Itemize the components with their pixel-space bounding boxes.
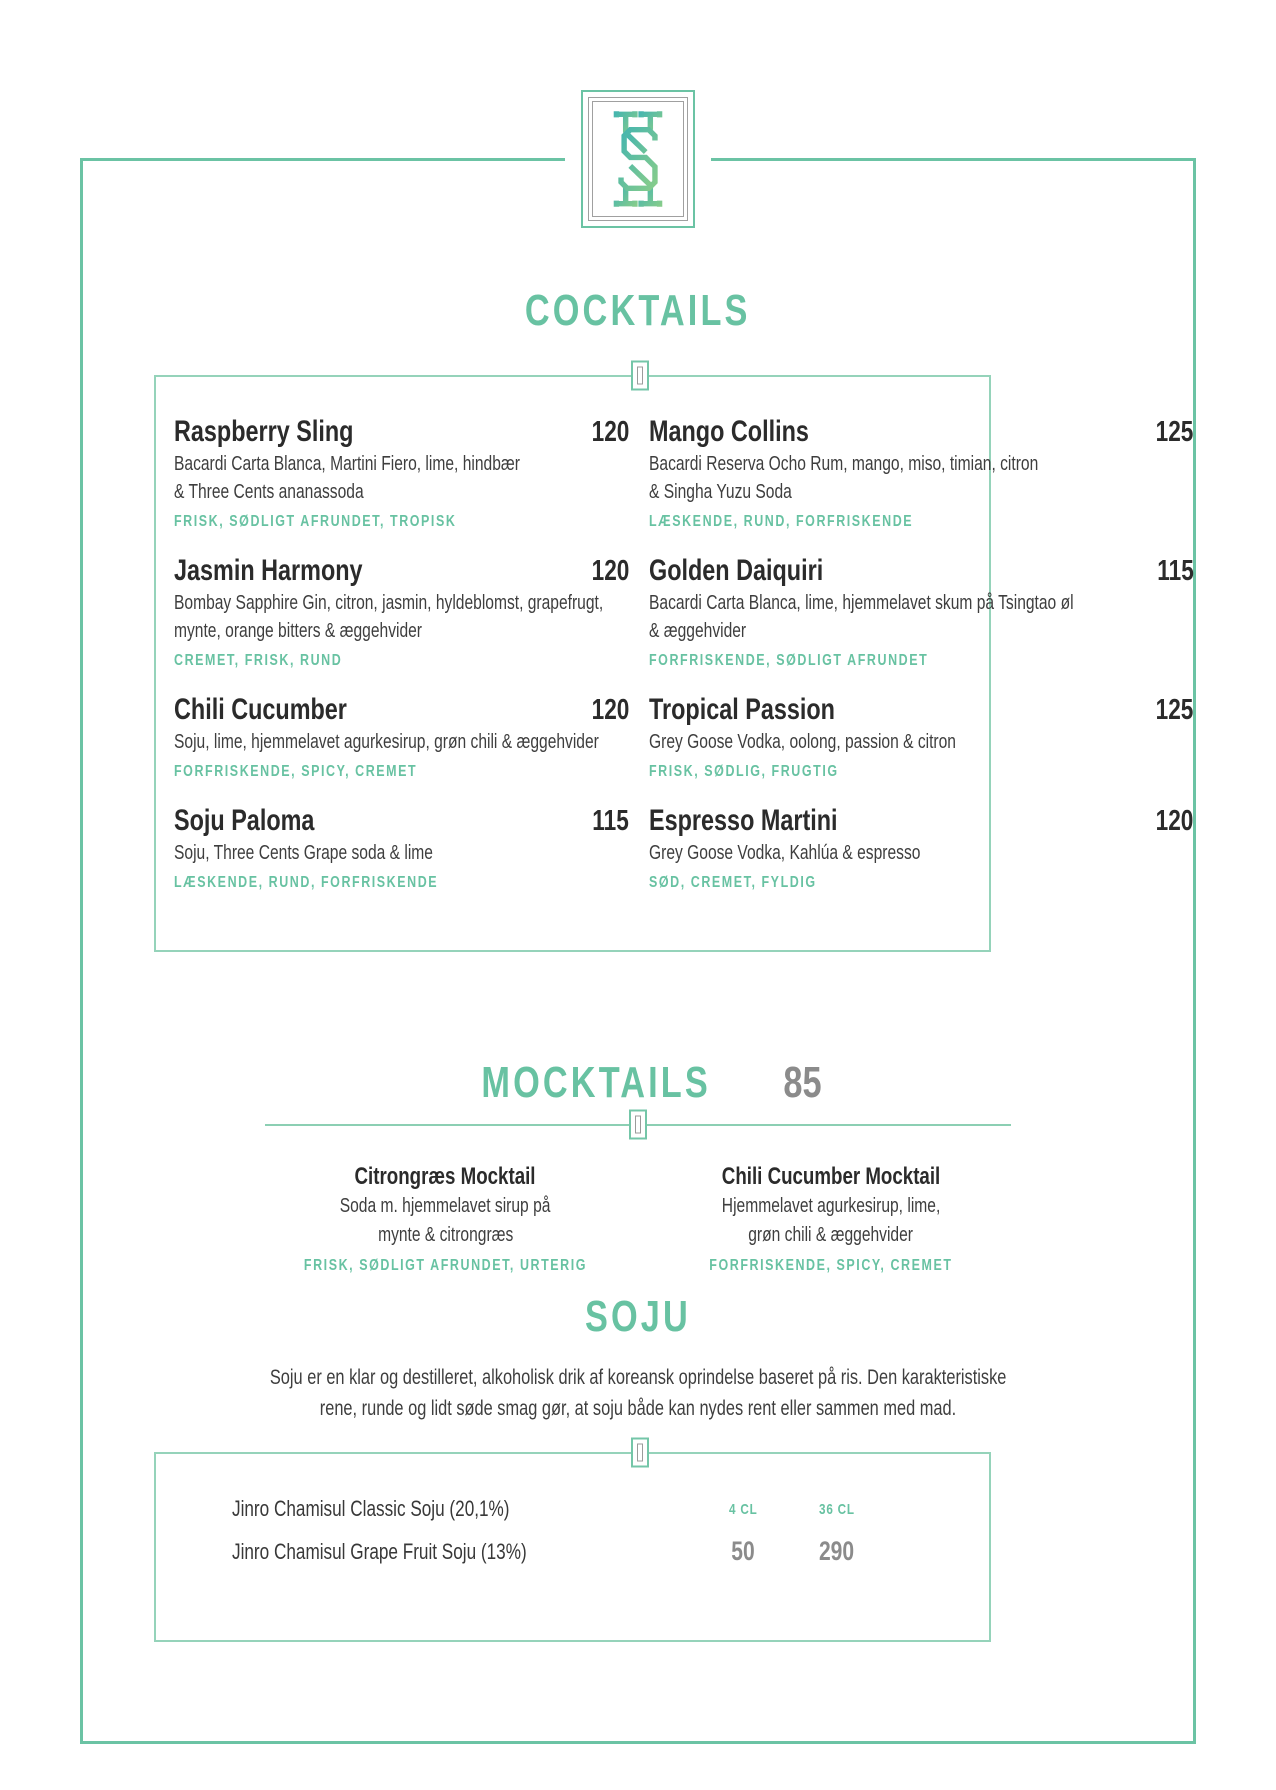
item-name: Mango Collins xyxy=(649,415,809,448)
item-tags: FORFRISKENDE, SPICY, CREMET xyxy=(709,1257,953,1274)
soju-row-name: Jinro Chamisul Classic Soju (20,1%) xyxy=(232,1496,510,1521)
soju-box xyxy=(154,1452,991,1642)
item-name: Soju Paloma xyxy=(174,804,315,837)
item-description-line: Bacardi Reserva Ocho Rum, mango, miso, timian, citron xyxy=(649,453,1039,475)
item-description-line: Grey Goose Vodka, oolong, passion & citron xyxy=(649,731,956,753)
item-description-line: & Three Cents ananassoda xyxy=(174,481,364,503)
item-description-line: Bacardi Carta Blanca, Martini Fiero, lime, hindbær xyxy=(174,453,520,475)
item-description-line: Bacardi Carta Blanca, lime, hjemmelavet skum på Tsingtao øl xyxy=(649,592,1074,614)
menu-item-soju-paloma xyxy=(174,804,629,893)
item-description-line: & æggehvider xyxy=(649,620,747,642)
item-tags: FRISK, SØDLIGT AFRUNDET, URTERIG xyxy=(303,1257,588,1274)
cocktails-grid xyxy=(156,377,1194,893)
item-description-line: Grey Goose Vodka, Kahlúa & espresso xyxy=(649,842,921,864)
cocktails-box xyxy=(154,375,1194,952)
soju-price-value: 290 xyxy=(819,1536,855,1566)
soju-section-title xyxy=(0,1294,1276,1340)
item-description-line: Soju, Three Cents Grape soda & lime xyxy=(174,842,433,864)
cocktails-section-title xyxy=(0,288,1276,334)
item-name: Jasmin Harmony xyxy=(174,554,363,587)
item-tags: FORFRISKENDE, SØDLIGT AFRUNDET xyxy=(649,652,929,669)
item-price: 125 xyxy=(1155,416,1194,448)
item-description-line: mynte & citrongræs xyxy=(377,1224,514,1246)
soju-intro-line: Soju er en klar og destilleret, alkoholisk drik af koreansk oprindelse baseret på ris. Den karakteristiske xyxy=(269,1366,1007,1389)
menu-item-jasmin-harmony xyxy=(174,554,629,671)
frame-ornament-icon xyxy=(629,1110,647,1140)
logo-inner-border xyxy=(588,97,688,221)
item-price: 120 xyxy=(1155,805,1194,837)
item-tags: FRISK, SØDLIG, FRUGTIG xyxy=(649,763,839,780)
mocktails-columns xyxy=(264,1162,1012,1275)
mocktails-divider xyxy=(265,1124,1011,1126)
mocktails-section-title xyxy=(0,1058,1276,1108)
soju-intro-line: rene, runde og lidt søde smag gør, at soju både kan nydes rent eller sammen med mad. xyxy=(319,1397,957,1420)
menu-item-chili-cucumber xyxy=(174,693,629,782)
frame-ornament-icon xyxy=(631,361,649,391)
soju-intro xyxy=(138,1362,1138,1424)
menu-item-espresso-martini xyxy=(649,804,1193,893)
menu-item-mango-collins xyxy=(649,415,1193,532)
section-title-text: COCKTAILS xyxy=(525,286,751,335)
item-tags: FORFRISKENDE, SPICY, CREMET xyxy=(174,763,418,780)
item-description-line: Soda m. hjemmelavet sirup på xyxy=(340,1195,551,1217)
item-name: Raspberry Sling xyxy=(174,415,354,448)
item-description-line: Soju, lime, hjemmelavet agurkesirup, grøn chili & æggehvider xyxy=(174,731,599,753)
logo-outer-border xyxy=(581,90,695,228)
item-tags: SØD, CREMET, FYLDIG xyxy=(649,874,817,891)
soju-price-value: 50 xyxy=(731,1536,755,1566)
item-tags: LÆSKENDE, RUND, FORFRISKENDE xyxy=(174,874,439,891)
item-name: Chili Cucumber Mocktail xyxy=(721,1163,941,1190)
item-name: Chili Cucumber xyxy=(174,693,347,726)
soju-row-name: Jinro Chamisul Grape Fruit Soju (13%) xyxy=(232,1538,527,1564)
item-name: Tropical Passion xyxy=(649,693,835,726)
section-title-text: MOCKTAILS xyxy=(481,1058,712,1107)
item-description-line: & Singha Yuzu Soda xyxy=(649,481,792,503)
soju-col-header: 36 CL xyxy=(819,1500,855,1518)
restaurant-logo xyxy=(565,86,711,232)
menu-item-raspberry-sling xyxy=(174,415,629,532)
item-price: 120 xyxy=(591,416,629,448)
menu-item-chili-cucumber-mocktail xyxy=(650,1162,1012,1275)
logo-inner-border2 xyxy=(592,101,684,217)
frame-ornament-icon xyxy=(631,1438,649,1468)
soju-table xyxy=(156,1454,989,1567)
item-tags: FRISK, SØDLIGT AFRUNDET, TROPISK xyxy=(174,513,457,530)
item-description-line: grøn chili & æggehvider xyxy=(748,1224,914,1246)
item-price: 125 xyxy=(1155,694,1194,726)
item-price: 120 xyxy=(591,555,629,587)
item-name: Espresso Martini xyxy=(649,804,838,837)
section-title-text: SOJU xyxy=(585,1292,691,1341)
ks-monogram-icon xyxy=(601,107,675,211)
menu-item-golden-daiquiri xyxy=(649,554,1193,671)
menu-item-tropical-passion xyxy=(649,693,1193,782)
item-description-line: mynte, orange bitters & æggehvider xyxy=(174,620,423,642)
item-price: 120 xyxy=(591,694,629,726)
item-tags: CREMET, FRISK, RUND xyxy=(174,652,343,669)
soju-col-header: 4 CL xyxy=(728,1500,758,1518)
item-name: Golden Daiquiri xyxy=(649,554,824,587)
mocktails-price: 85 xyxy=(783,1058,822,1107)
item-description-line: Hjemmelavet agurkesirup, lime, xyxy=(721,1195,941,1217)
item-name: Citrongræs Mocktail xyxy=(354,1163,536,1190)
menu-item-citrongraes-mocktail xyxy=(264,1162,627,1275)
item-description-line: Bombay Sapphire Gin, citron, jasmin, hyldeblomst, grapefrugt, xyxy=(174,592,604,614)
item-price: 115 xyxy=(592,805,629,837)
item-tags: LÆSKENDE, RUND, FORFRISKENDE xyxy=(649,513,914,530)
item-price: 115 xyxy=(1156,555,1194,587)
